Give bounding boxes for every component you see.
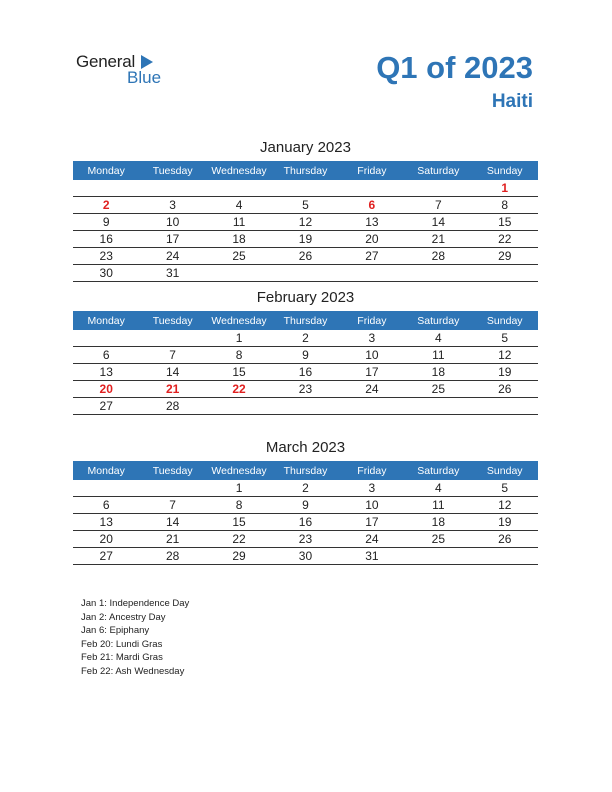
day-cell: 7 [434, 198, 442, 212]
day-cell: 2 [102, 198, 110, 212]
day-cell: 5 [501, 331, 509, 345]
day-cell: 12 [498, 498, 512, 512]
day-cell: 27 [99, 399, 113, 413]
day-cell: 29 [498, 249, 512, 263]
calendar-march [73, 439, 538, 565]
weekday-label: Thursday [283, 464, 328, 477]
day-cell: 7 [169, 348, 176, 362]
day-cell: 5 [302, 198, 309, 212]
weekday-label: Friday [357, 464, 387, 477]
week-row [73, 197, 538, 214]
weekday-label: Friday [357, 314, 387, 327]
day-cell: 20 [99, 532, 113, 546]
week-row [73, 548, 538, 565]
day-cell: 9 [302, 498, 309, 512]
weekday-label: Thursday [283, 314, 328, 327]
day-cell: 25 [431, 532, 445, 546]
month-title: March 2023 [265, 439, 346, 456]
day-cell: 20 [99, 382, 113, 396]
day-cell: 8 [235, 348, 243, 362]
day-cell: 15 [498, 215, 512, 229]
weekday-label: Monday [87, 314, 125, 327]
weekday-label: Tuesday [152, 314, 193, 327]
weekday-label: Saturday [417, 164, 460, 177]
day-cell: 4 [434, 481, 442, 495]
day-cell: 28 [165, 399, 180, 413]
day-cell: 1 [235, 481, 243, 495]
country-name: Haiti [491, 91, 533, 112]
week-row [73, 480, 538, 497]
holiday-note: Feb 22: Ash Wednesday [81, 665, 185, 677]
week-row [73, 231, 538, 248]
day-cell: 18 [431, 365, 445, 379]
day-cell: 3 [368, 481, 376, 495]
logo-flag-icon [141, 55, 153, 69]
logo-blue-text: Blue [127, 68, 162, 87]
holiday-note: Jan 1: Independence Day [81, 598, 190, 609]
day-cell: 1 [235, 331, 243, 345]
day-cell: 15 [232, 515, 246, 529]
week-row [73, 514, 538, 531]
day-cell: 3 [169, 198, 176, 212]
day-cell: 28 [431, 249, 445, 263]
weekday-label: Sunday [486, 314, 523, 327]
day-cell: 31 [365, 549, 379, 563]
week-row [73, 214, 538, 231]
day-cell: 11 [432, 348, 445, 362]
weekday-label: Tuesday [152, 164, 193, 177]
holiday-note: Jan 6: Epiphany [81, 625, 150, 637]
day-cell: 12 [298, 215, 313, 229]
month-title: February 2023 [256, 289, 355, 306]
day-cell: 22 [232, 382, 246, 396]
day-cell: 7 [169, 498, 176, 512]
week-row [73, 398, 538, 415]
day-cell: 26 [298, 249, 313, 263]
day-cell: 23 [298, 532, 313, 546]
day-cell: 17 [165, 232, 180, 246]
week-row [73, 364, 538, 381]
week-row [73, 381, 538, 398]
quarter-title: Q1 of 2023 [376, 50, 533, 85]
week-row [73, 248, 538, 265]
day-cell: 11 [232, 215, 246, 229]
day-cell: 17 [365, 365, 379, 379]
day-cell: 14 [165, 365, 180, 379]
weekday-header [73, 311, 538, 330]
weekday-label: Monday [87, 164, 125, 177]
day-cell: 15 [232, 365, 246, 379]
day-cell: 6 [102, 348, 110, 362]
weekday-header [73, 461, 538, 480]
day-cell: 25 [431, 382, 445, 396]
day-cell: 16 [298, 515, 313, 529]
holiday-note: Feb 21: Mardi Gras [81, 652, 163, 664]
weekday-label: Saturday [417, 314, 460, 327]
day-cell: 21 [165, 532, 180, 546]
day-cell: 22 [232, 532, 246, 546]
day-cell: 30 [298, 549, 313, 563]
day-cell: 10 [165, 215, 180, 229]
day-cell: 25 [232, 249, 246, 263]
calendar-january [73, 139, 538, 282]
day-cell: 24 [165, 249, 180, 263]
weekday-label: Friday [357, 164, 387, 177]
calendar-february [73, 289, 538, 415]
day-cell: 27 [99, 549, 113, 563]
weekday-label: Tuesday [152, 464, 193, 477]
day-cell: 10 [365, 498, 379, 512]
day-cell: 13 [99, 515, 113, 529]
weekday-label: Thursday [283, 164, 328, 177]
day-cell: 10 [365, 348, 379, 362]
day-cell: 13 [365, 215, 379, 229]
day-cell: 16 [298, 365, 313, 379]
day-cell: 3 [368, 331, 376, 345]
day-cell: 2 [302, 331, 309, 345]
day-cell: 8 [235, 498, 243, 512]
day-cell: 19 [298, 232, 313, 246]
day-cell: 9 [102, 215, 110, 229]
day-cell: 19 [498, 515, 512, 529]
day-cell: 24 [365, 532, 379, 546]
logo [76, 52, 176, 88]
day-cell: 21 [431, 232, 445, 246]
holiday-notes [81, 597, 189, 679]
day-cell: 26 [498, 382, 512, 396]
weekday-label: Sunday [486, 164, 523, 177]
weekday-header [73, 161, 538, 180]
day-cell: 11 [432, 498, 445, 512]
day-cell: 21 [165, 382, 180, 396]
day-cell: 14 [165, 515, 180, 529]
day-cell: 19 [498, 365, 512, 379]
day-cell: 17 [365, 515, 379, 529]
day-cell: 18 [431, 515, 445, 529]
weekday-label: Saturday [417, 464, 460, 477]
day-cell: 6 [368, 198, 376, 212]
day-cell: 6 [102, 498, 110, 512]
day-cell: 4 [235, 198, 243, 212]
day-cell: 30 [99, 266, 113, 280]
day-cell: 8 [501, 198, 509, 212]
day-cell: 2 [302, 481, 309, 495]
week-row [73, 497, 538, 514]
weekday-label: Monday [87, 464, 125, 477]
week-row [73, 347, 538, 364]
day-cell: 18 [232, 232, 246, 246]
day-cell: 9 [302, 348, 309, 362]
day-cell: 24 [365, 382, 379, 396]
day-cell: 4 [434, 331, 442, 345]
weekday-label: Wednesday [211, 464, 267, 477]
day-cell: 23 [298, 382, 313, 396]
holiday-note: Jan 2: Ancestry Day [81, 611, 166, 623]
weekday-label: Wednesday [211, 164, 267, 177]
day-cell: 16 [99, 232, 113, 246]
weekday-label: Wednesday [211, 314, 267, 327]
day-cell: 27 [365, 249, 379, 263]
week-row [73, 531, 538, 548]
week-row [73, 265, 538, 282]
day-cell: 5 [501, 481, 509, 495]
month-title: January 2023 [260, 139, 351, 156]
day-cell: 23 [99, 249, 113, 263]
week-row [73, 330, 538, 347]
day-cell: 22 [498, 232, 512, 246]
day-cell: 31 [165, 266, 180, 280]
holiday-note: Feb 20: Lundi Gras [81, 638, 163, 650]
day-cell: 20 [365, 232, 379, 246]
day-cell: 26 [498, 532, 512, 546]
day-cell: 29 [232, 549, 246, 563]
day-cell: 12 [498, 348, 512, 362]
week-row [73, 180, 538, 197]
day-cell: 13 [99, 365, 113, 379]
day-cell: 1 [501, 181, 509, 195]
logo-general-text: General [76, 52, 136, 71]
weekday-label: Sunday [486, 464, 523, 477]
day-cell: 28 [165, 549, 180, 563]
day-cell: 14 [431, 215, 445, 229]
